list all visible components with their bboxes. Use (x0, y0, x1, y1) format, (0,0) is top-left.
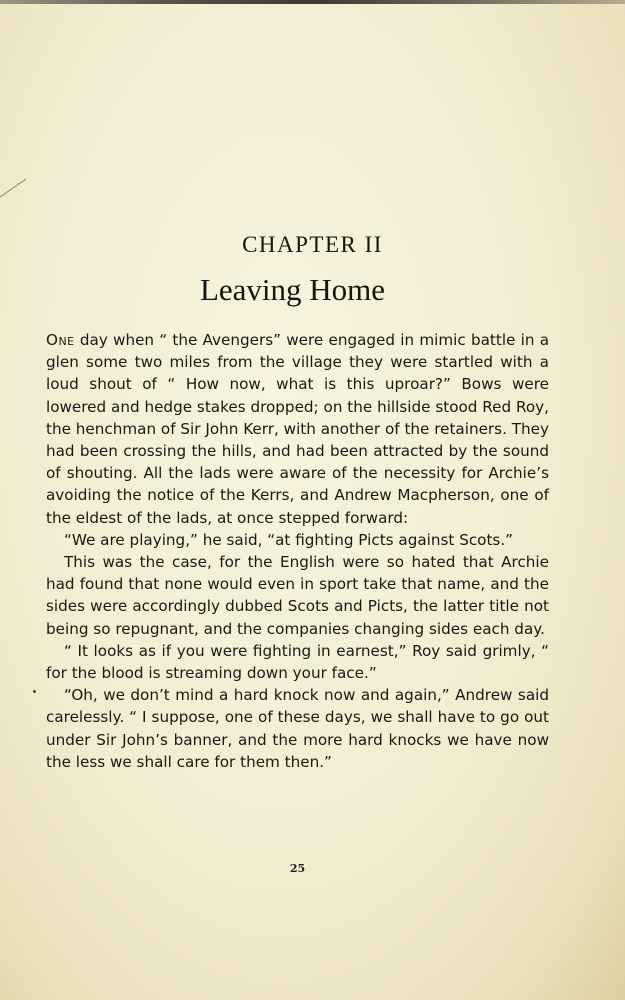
paragraph-lead-word: One (46, 331, 75, 349)
body-text (46, 329, 549, 773)
paragraph-2: “We are playing,” he said, “at fighting Picts against Scots.” (64, 530, 514, 549)
chapter-heading: CHAPTER II (242, 232, 383, 257)
paragraph-5: “Oh, we don’t mind a hard knock now and again,” Andrew said carelessly. “ I suppose, one of these days, we shall have to go out under Sir John’s banner, and the more hard knocks we have now the less we shall care for them then.” (46, 686, 549, 771)
page-crease-mark (0, 175, 30, 205)
paragraph-4: “ It looks as if you were fighting in earnest,” Roy said grimly, “ for the blood is streaming down your face.” (46, 641, 549, 683)
page-number: 25 (289, 862, 306, 875)
margin-dot (33, 690, 36, 693)
paragraph-1 (46, 329, 549, 529)
paragraph-1-text: day when “ the Avengers” were engaged in mimic battle in a glen some two miles from the village they were startled with a loud shout of “ How now, what is this uproar?” Bows were lowered and hedge stakes dropped; on the hillside stood Red Roy, the henchman of Sir John Kerr, with another of the retainers. They had been crossing the hills, and had been attracted by the sound of shouting. All the lads were aware of the necessity for Archie’s avoiding the notice of the Kerrs, and Andrew Macpherson, one of the eldest of the lads, at once stepped forward: (46, 331, 549, 527)
paragraph-3: This was the case, for the English were so hated that Archie had found that none would even in sport take that name, and the sides were accordingly dubbed Scots and Picts, the latter title not being so repugnant, and the companies changing sides each day. (46, 553, 549, 638)
page-top-edge (0, 0, 625, 4)
chapter-title: Leaving Home (199, 272, 386, 307)
